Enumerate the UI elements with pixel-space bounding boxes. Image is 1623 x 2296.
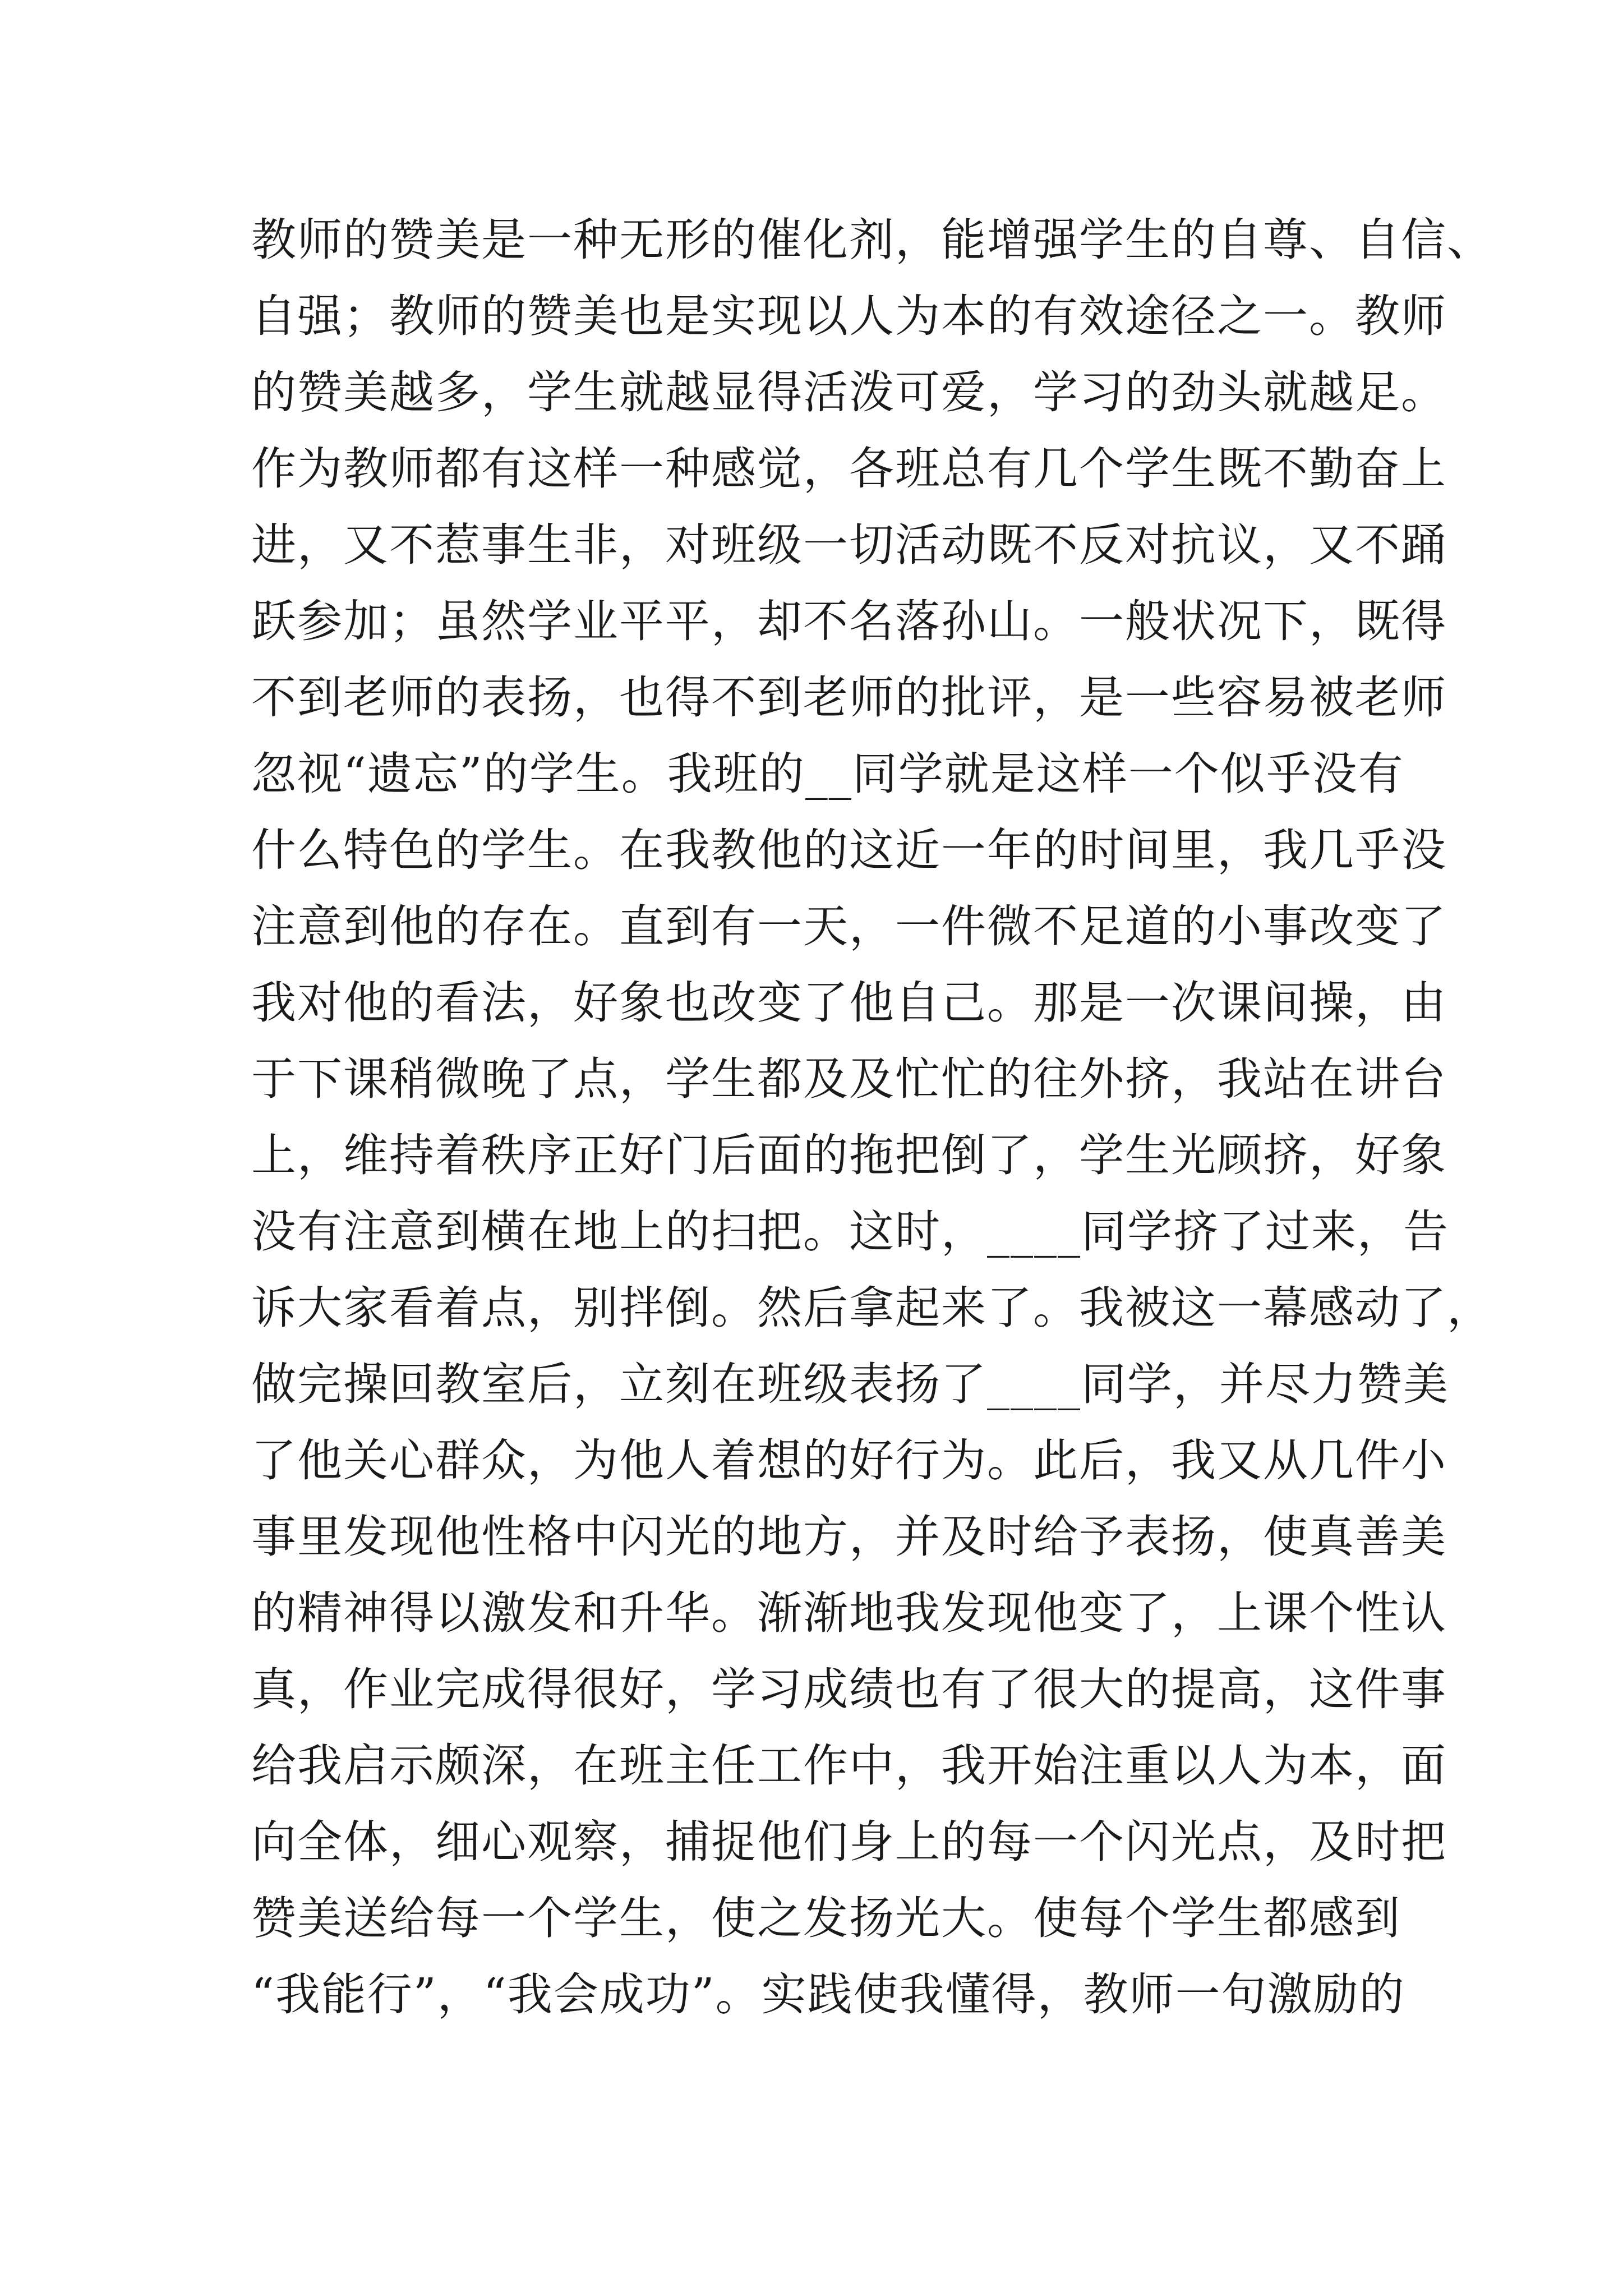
text-line: 向全体，细心观察，捕捉他们身上的每一个闪光点，及时把 [251, 1816, 1447, 1868]
text-line: 忽视“遗忘”的学生。我班的__同学就是这样一个似乎没有 [251, 748, 1404, 800]
text-line: 什么特色的学生。在我教他的这近一年的时间里，我几乎没 [251, 824, 1447, 876]
text-line: 给我启示颇深，在班主任工作中，我开始注重以人为本，面 [251, 1740, 1447, 1792]
text-line: 于下课稍微晚了点，学生都及及忙忙的往外挤，我站在讲台 [251, 1053, 1447, 1105]
text-line: 作为教师都有这样一种感觉，各班总有几个学生既不勤奋上 [251, 443, 1447, 495]
text-line: 不到老师的表扬，也得不到老师的批评，是一些容易被老师 [251, 671, 1447, 724]
text-line: 进，又不惹事生非，对班级一切活动既不反对抗议，又不踊 [251, 519, 1447, 571]
text-line: “我能行”，“我会成功”。实践使我懂得，教师一句激励的 [251, 1968, 1405, 2021]
text-line: 注意到他的存在。直到有一天，一件微不足道的小事改变了 [251, 900, 1447, 953]
text-line: 自强；教师的赞美也是实现以人为本的有效途径之一。教师 [251, 290, 1447, 342]
text-line: 赞美送给每一个学生，使之发扬光大。使每个学生都感到 [251, 1892, 1401, 1944]
text-line: 诉大家看着点，别拌倒。然后拿起来了。我被这一幕感动了， [251, 1282, 1493, 1334]
text-line: 事里发现他性格中闪光的地方，并及时给予表扬，使真善美 [251, 1511, 1447, 1563]
text-line: 真，作业完成得很好，学习成绩也有了很大的提高，这件事 [251, 1663, 1447, 1715]
text-line: 上，维持着秩序正好门后面的拖把倒了，学生光顾挤，好象 [251, 1129, 1447, 1181]
text-line: 了他关心群众，为他人着想的好行为。此后，我又从几件小 [251, 1434, 1447, 1487]
body-text [251, 202, 1493, 2033]
text-line: 我对他的看法，好象也改变了他自己。那是一次课间操，由 [251, 977, 1447, 1029]
text-line: 做完操回教室后，立刻在班级表扬了____同学，并尽力赞美 [251, 1358, 1449, 1410]
text-line: 教师的赞美是一种无形的催化剂，能增强学生的自尊、自信、 [251, 214, 1493, 266]
text-line: 跃参加；虽然学业平平，却不名落孙山。一般状况下，既得 [251, 595, 1447, 647]
text-line: 的赞美越多，学生就越显得活泼可爱，学习的劲头就越足。 [251, 366, 1447, 418]
text-line: 的精神得以激发和升华。渐渐地我发现他变了，上课个性认 [251, 1587, 1447, 1639]
text-line: 没有注意到横在地上的扫把。这时，____同学挤了过来，告 [251, 1205, 1449, 1258]
